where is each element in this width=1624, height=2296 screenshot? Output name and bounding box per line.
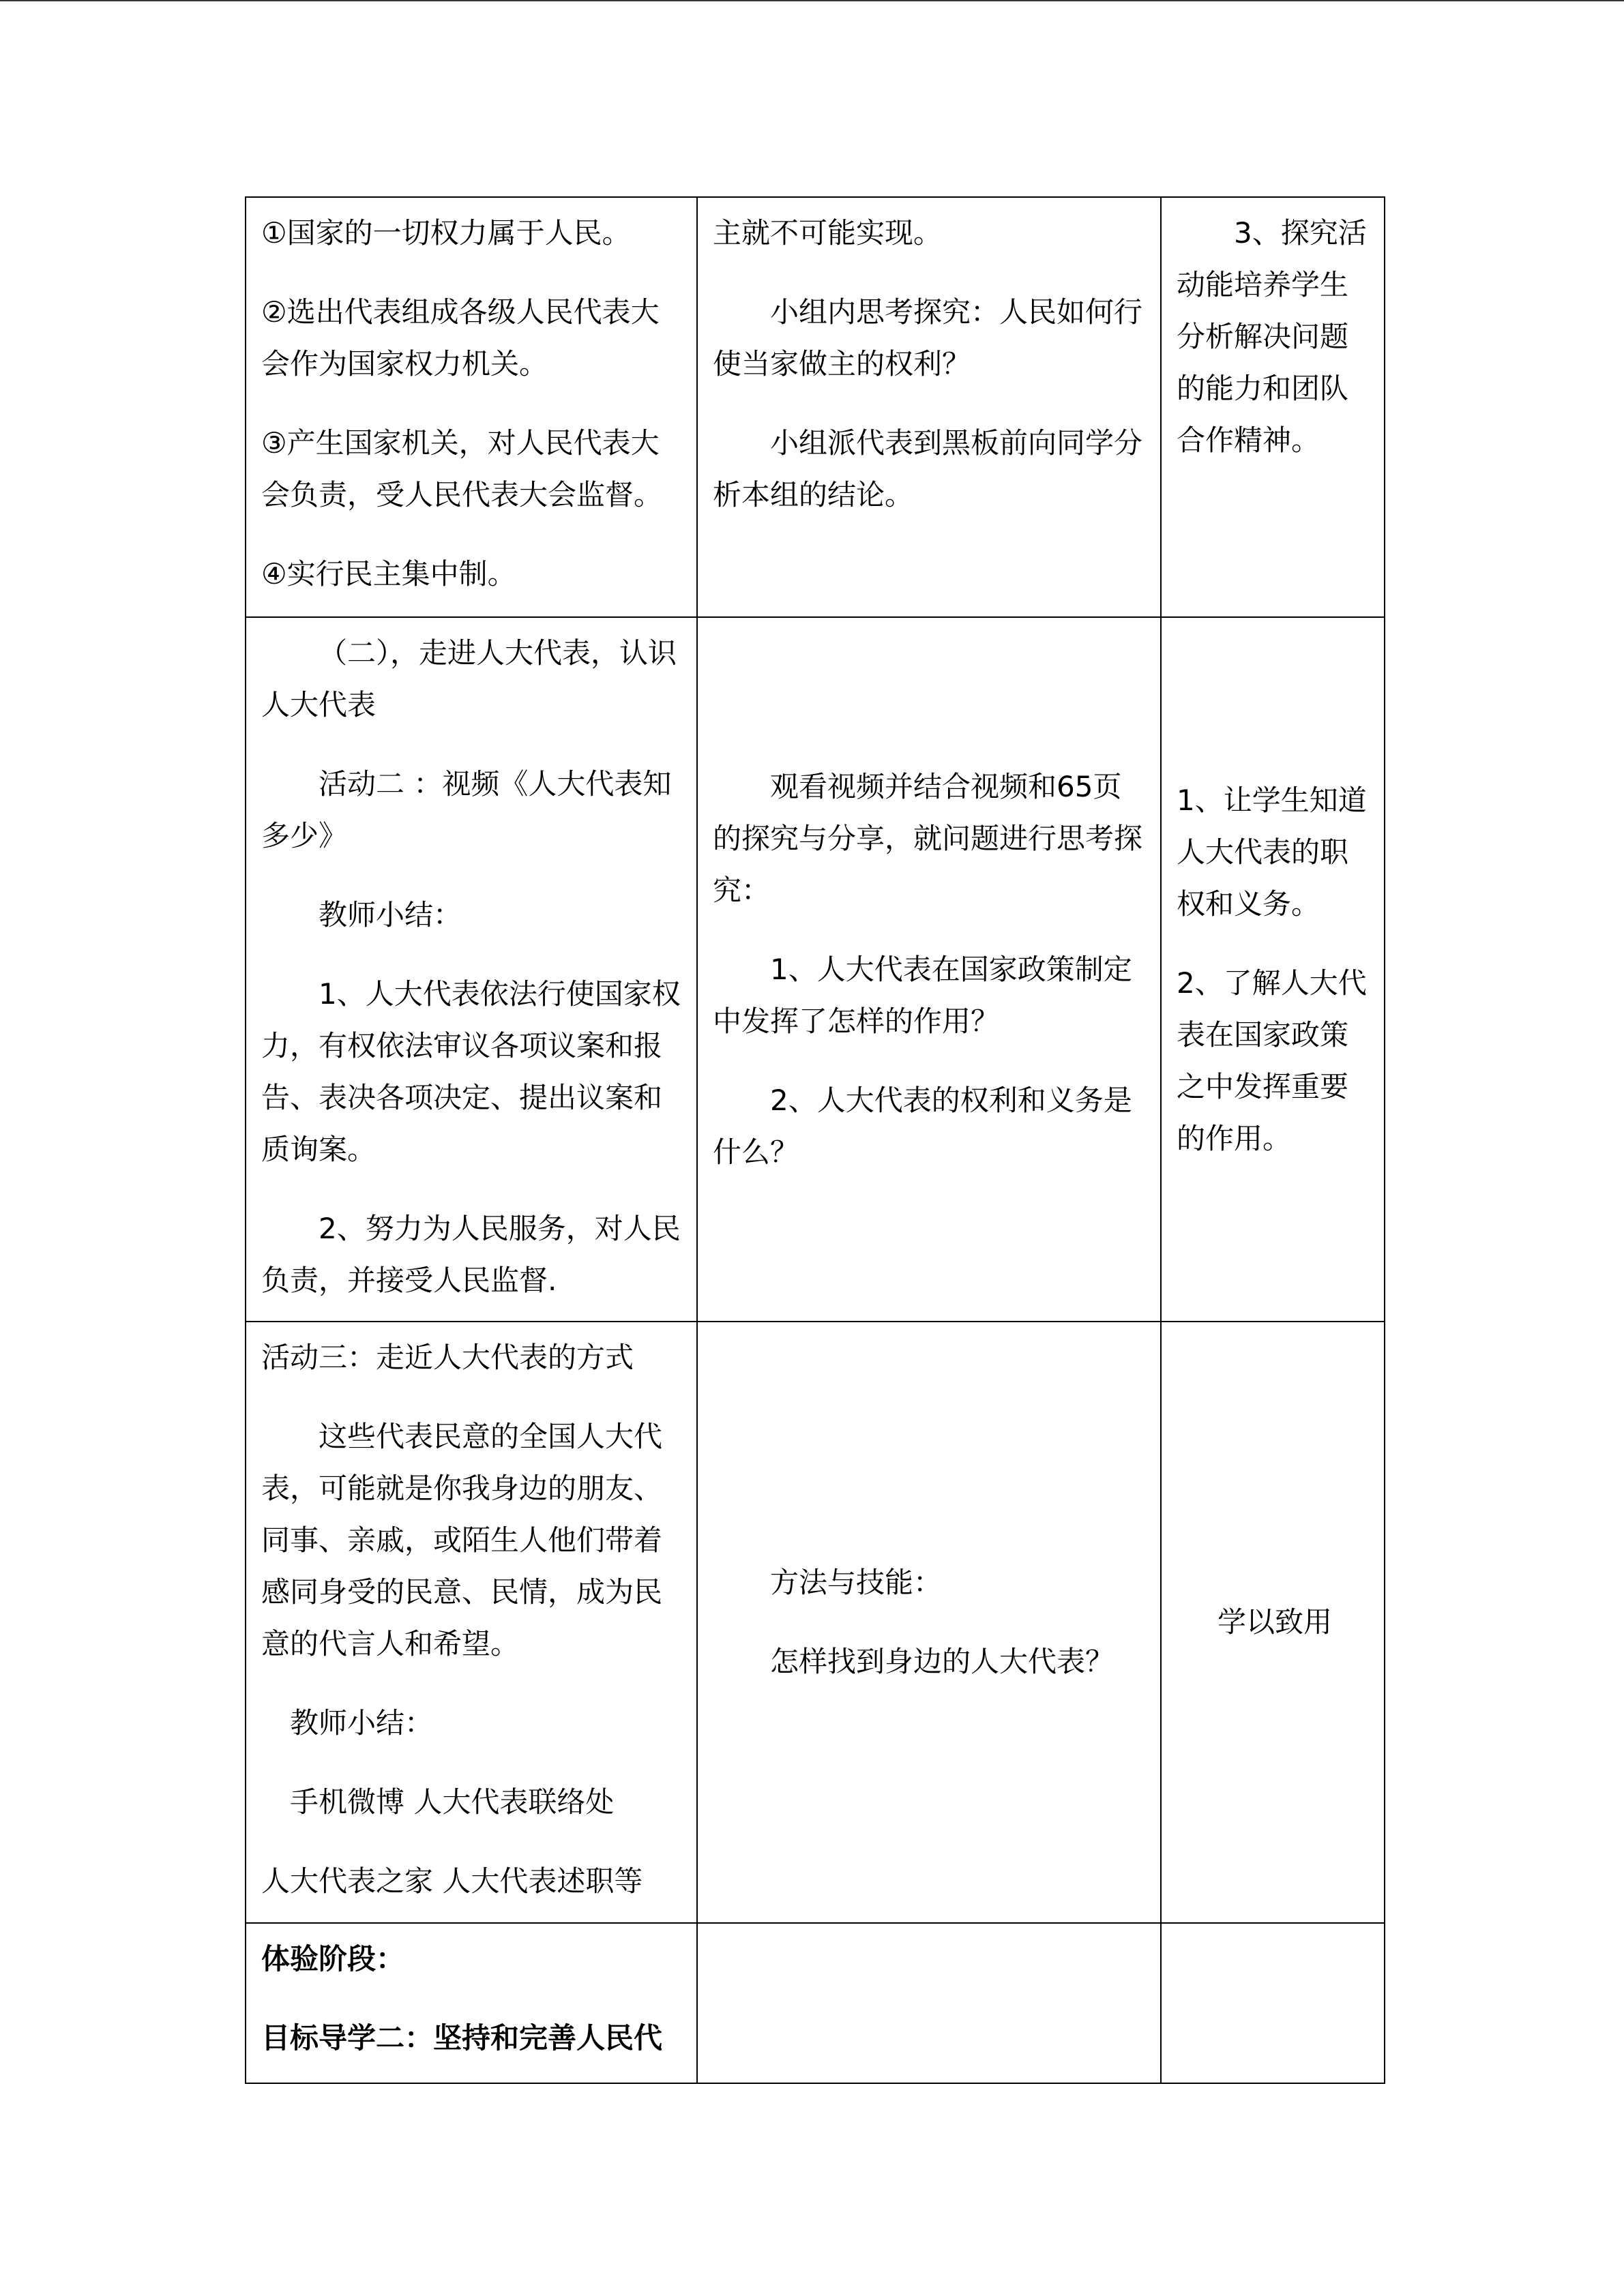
table-cell-content (246, 1322, 697, 1923)
paragraph: 这些代表民意的全国人大代表，可能就是你我身边的朋友、同事、亲戚，或陌生人他们带着感同身受的民意、民情，成为民意的代言人和希望。 (261, 1420, 663, 1660)
paragraph: 人大代表之家 人大代表述职等 (261, 1864, 643, 1898)
paragraph: 小组内思考探究：人民如何行使当家做主的权利？ (713, 295, 1143, 381)
table-cell-activity (697, 1923, 1161, 2083)
paragraph: 教师小结： (319, 898, 462, 931)
paragraph: 怎样找到身边的人大代表？ (770, 1645, 1114, 1678)
paragraph: 手机微博 人大代表联络处 (290, 1785, 615, 1819)
section-heading: 体验阶段： (261, 1942, 405, 1976)
paragraph: 观看视频并结合视频和65页的探究与分享，就问题进行思考探究： (713, 769, 1143, 907)
table-cell-intent (1161, 617, 1385, 1322)
table-cell-intent (1161, 1923, 1385, 2083)
table-cell-content (246, 1923, 697, 2083)
table-cell-content (246, 197, 697, 617)
paragraph: ③产生国家机关，对人民代表大会负责，受人民代表大会监督。 (261, 426, 663, 511)
paragraph: 1、让学生知道人大代表的职权和义务。 (1177, 783, 1367, 921)
table-cell-activity (697, 197, 1161, 617)
lesson-plan-table (245, 196, 1385, 2084)
paragraph: 1、人大代表在国家政策制定中发挥了怎样的作用？ (713, 952, 1132, 1038)
paragraph: 2、人大代表的权利和义务是什么？ (713, 1083, 1132, 1169)
table-cell-activity (697, 617, 1161, 1322)
paragraph: ④实行民主集中制。 (261, 557, 516, 591)
section-heading: 目标导学二：坚持和完善人民代 (261, 2021, 663, 2055)
paragraph: 2、努力为人民服务，对人民负责，并接受人民监督. (261, 1212, 681, 1297)
paragraph: 小组派代表到黑板前向同学分析本组的结论。 (713, 426, 1143, 511)
table-cell-intent (1161, 1322, 1385, 1923)
paragraph: 活动二 ：视频《人大代表知多少》 (261, 767, 672, 852)
table-row (246, 1923, 1385, 2083)
paragraph: （二），走进人大代表，认识人大代表 (261, 636, 677, 721)
paragraph: 3、探究活动能培养学生分析解决问题的能力和团队合作精神。 (1177, 216, 1367, 457)
table-row (246, 197, 1385, 617)
table-row (246, 617, 1385, 1322)
table-cell-activity (697, 1322, 1161, 1923)
paragraph: 1、人大代表依法行使国家权力，有权依法审议各项议案和报告、表决各项决定、提出议案和质询案。 (261, 977, 681, 1166)
table-row (246, 1322, 1385, 1923)
paragraph: ①国家的一切权力属于人民。 (261, 216, 631, 250)
paragraph: 活动三：走近人大代表的方式 (261, 1341, 634, 1374)
table-cell-content (246, 617, 697, 1322)
table-cell-intent (1161, 197, 1385, 617)
paragraph: 教师小结： (290, 1706, 434, 1740)
paragraph: 主就不可能实现。 (713, 216, 943, 250)
paragraph: 2、了解人大代表在国家政策之中发挥重要的作用。 (1177, 966, 1367, 1155)
paragraph: 学以致用 (1217, 1605, 1333, 1639)
paragraph: 方法与技能： (770, 1566, 943, 1599)
page-top-border (0, 0, 1624, 1)
paragraph: ②选出代表组成各级人民代表大会作为国家权力机关。 (261, 295, 660, 381)
